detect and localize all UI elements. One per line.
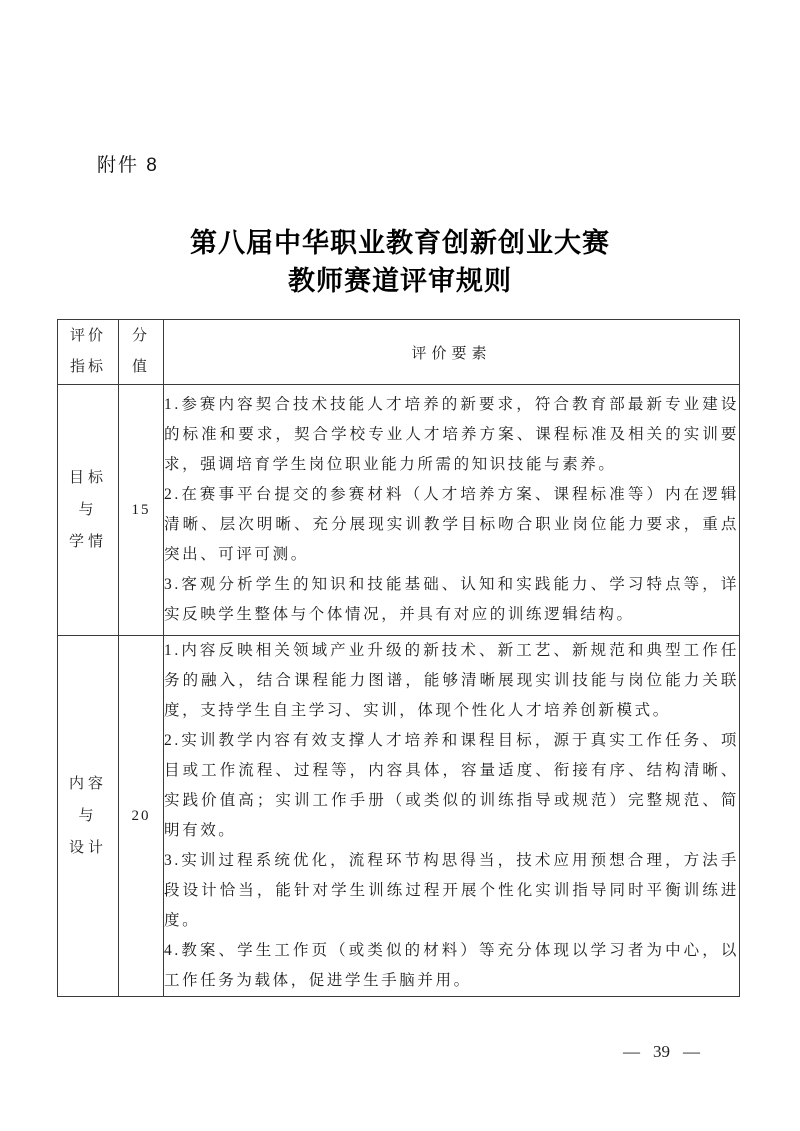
header-score-line-1: 分 <box>131 328 150 344</box>
header-elements: 评价要素 <box>164 320 740 385</box>
page-number-dash-right: — <box>683 1042 700 1061</box>
indicator-content-line-2: 与 <box>78 808 98 824</box>
elements-cell-goals <box>164 385 740 636</box>
element-item: 3.实训过程系统优化，流程环节构思得当，技术应用预想合理，方法手段设计恰当，能针对学生训练过程开展个性化实训指导同时平衡训练进度。 <box>164 852 739 929</box>
score-cell-content: 20 <box>119 636 164 997</box>
element-item: 1.参赛内容契合技术技能人才培养的新要求，符合教育部最新专业建设的标准和要求，契合学校专业人才培养方案、课程标准及相关的实训要求，强调培育学生岗位职业能力所需的知识技能与素养。 <box>164 396 739 473</box>
element-item: 4.教案、学生工作页（或类似的材料）等充分体现以学习者为中心，以工作任务为载体，促进学生手脑并用。 <box>164 942 739 989</box>
document-title <box>0 224 800 300</box>
title-line-2: 教师赛道评审规则 <box>288 266 512 296</box>
page-number-value: 39 <box>653 1042 670 1061</box>
header-indicator-line-2: 指标 <box>69 359 106 375</box>
indicator-cell-goals <box>58 385 119 636</box>
header-score-line-2: 值 <box>131 359 150 375</box>
attachment-label: 附件 8 <box>97 155 159 176</box>
element-item: 2.实训教学内容有效支撑人才培养和课程目标，源于真实工作任务、项目或工作流程、过程等，内容具体，容量适度、衔接有序、结构清晰、实践价值高；实训工作手册（或类似的训练指导或规范）完整规范、简明有效。 <box>164 732 739 839</box>
score-cell-goals: 15 <box>119 385 164 636</box>
header-indicator <box>58 320 119 385</box>
element-item: 2.在赛事平台提交的参赛材料（人才培养方案、课程标准等）内在逻辑清晰、层次明晰、充分展现实训教学目标吻合职业岗位能力要求，重点突出、可评可测。 <box>164 486 739 563</box>
page-number-dash-left: — <box>623 1042 640 1061</box>
indicator-content-line-3: 设计 <box>68 840 107 856</box>
indicator-cell-content <box>58 636 119 997</box>
header-score <box>119 320 164 385</box>
rubric-table <box>57 319 740 997</box>
element-item: 3.客观分析学生的知识和技能基础、认知和实践能力、学习特点等，详实反映学生整体与个体情况，并具有对应的训练逻辑结构。 <box>164 576 739 623</box>
table-header-row <box>58 320 740 385</box>
elements-cell-content <box>164 636 740 997</box>
element-item: 1.内容反映相关领域产业升级的新技术、新工艺、新规范和典型工作任务的融入，结合课程能力图谱，能够清晰展现实训技能与岗位能力关联度，支持学生自主学习、实训，体现个性化人才培养创新模式。 <box>164 642 739 719</box>
indicator-goals-line-1: 目标 <box>68 470 107 486</box>
table-row-goals <box>58 385 740 636</box>
indicator-goals-line-3: 学情 <box>68 534 107 550</box>
title-line-1: 第八届中华职业教育创新创业大赛 <box>190 228 610 258</box>
indicator-goals-line-2: 与 <box>78 502 98 518</box>
page-number <box>623 1042 700 1062</box>
header-indicator-line-1: 评价 <box>69 328 106 344</box>
indicator-content-line-1: 内容 <box>68 776 107 792</box>
table-row-content <box>58 636 740 997</box>
